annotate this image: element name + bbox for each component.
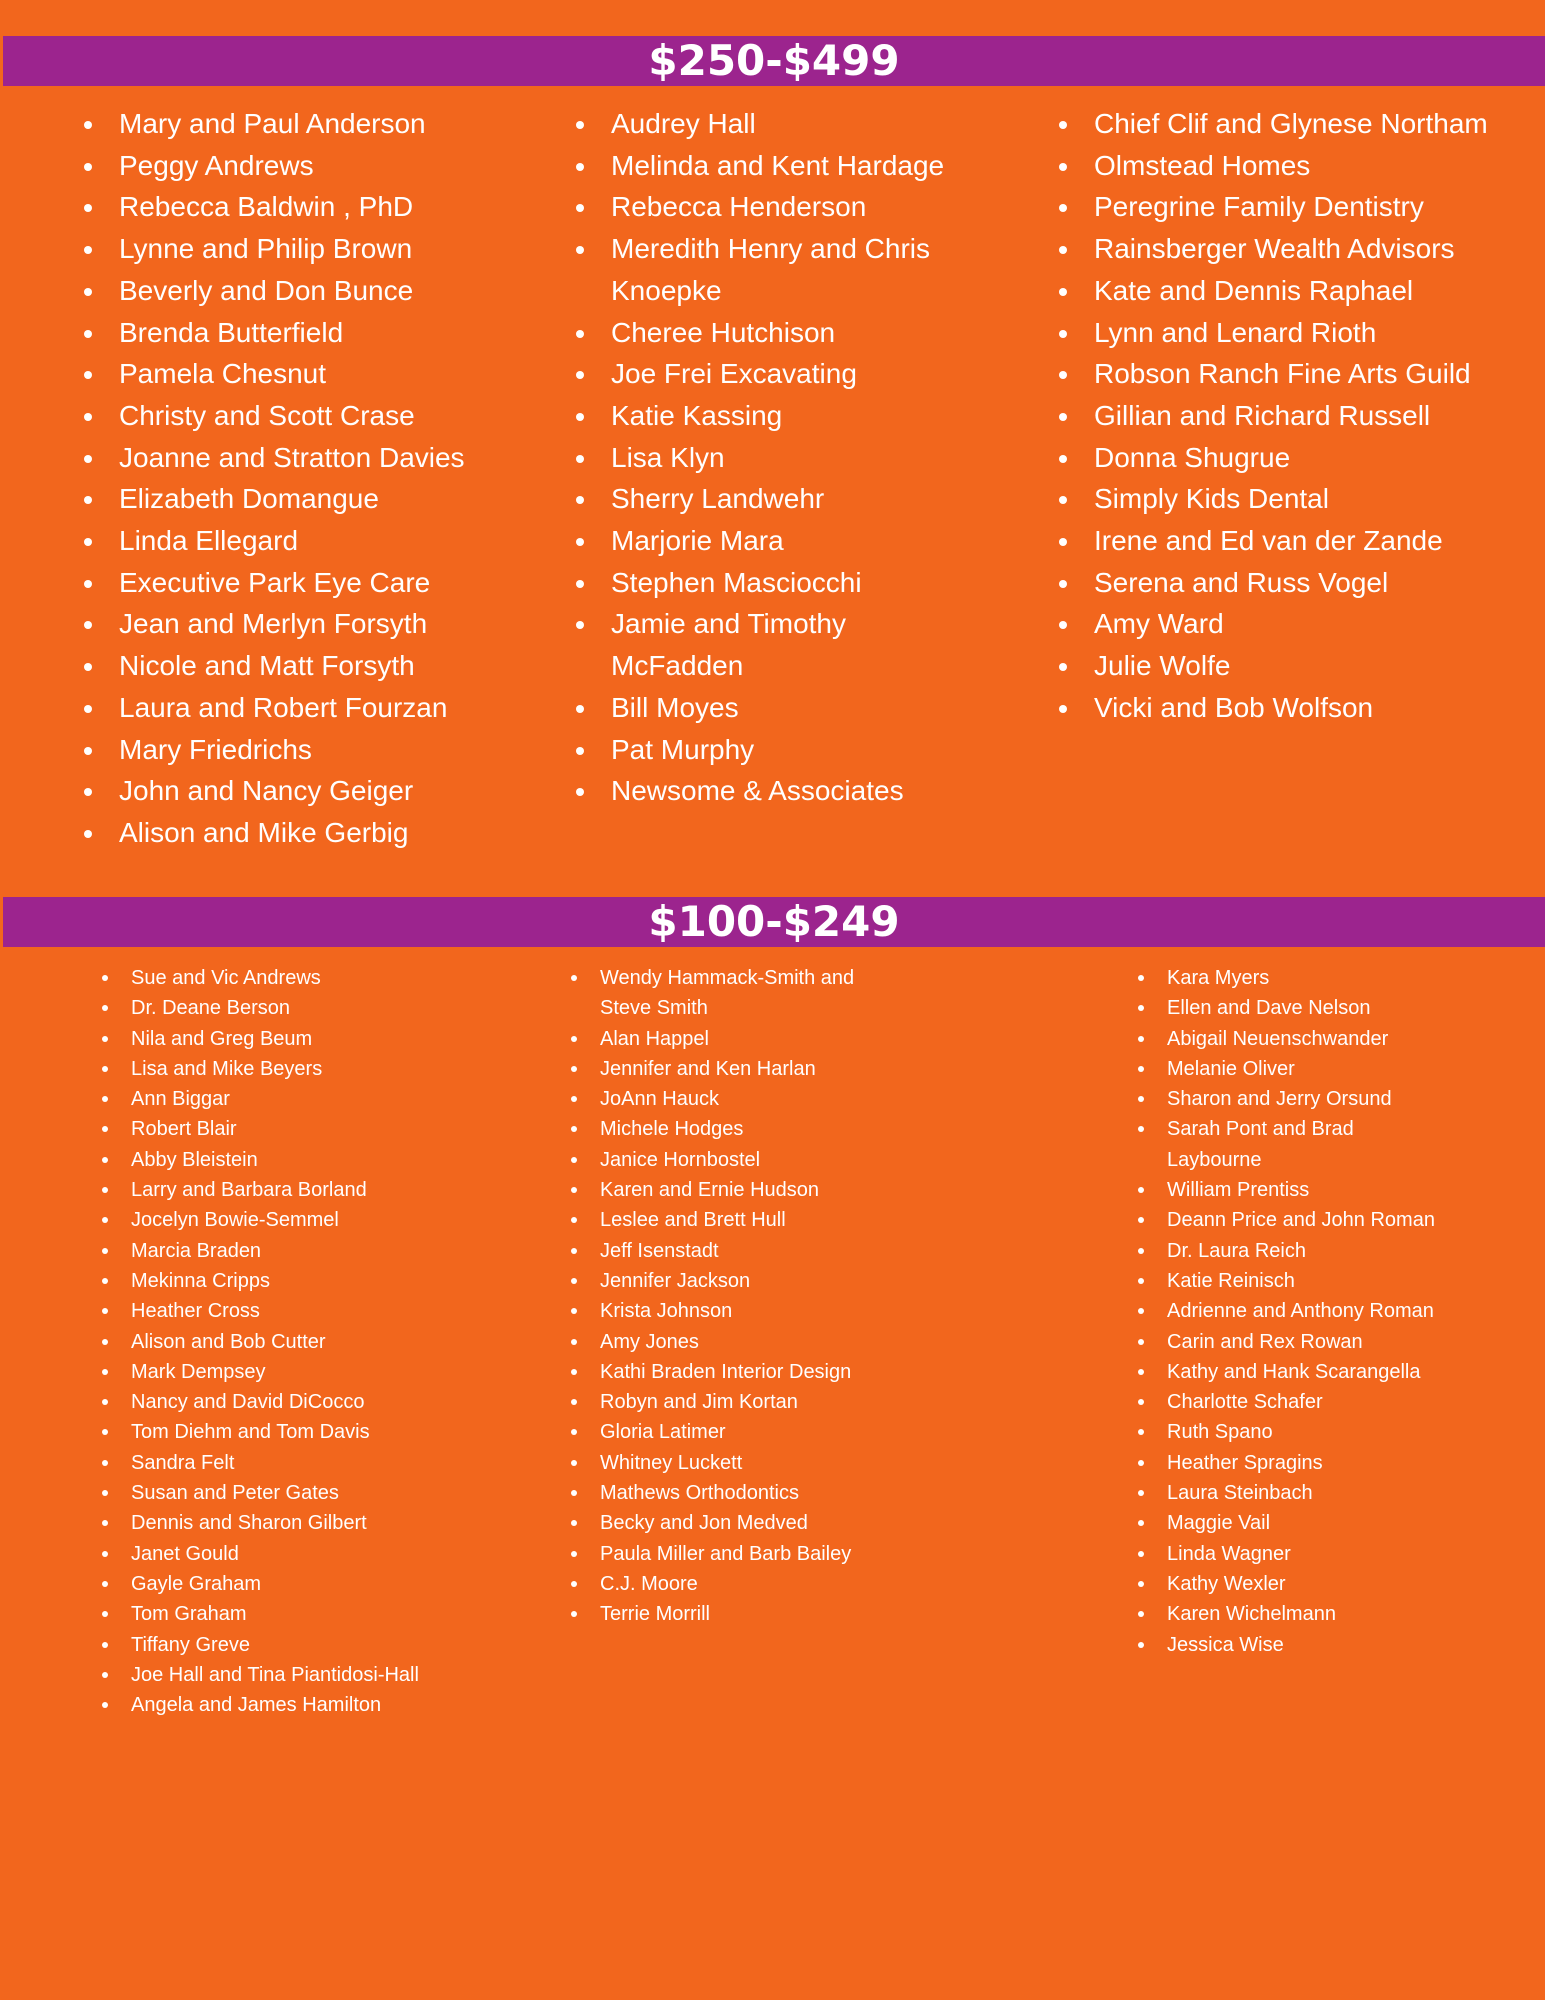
donor-list-item: Alison and Bob Cutter <box>102 1327 452 1357</box>
donor-list-item: Rainsberger Wealth Advisors <box>1059 228 1489 270</box>
donor-list-item: Melinda and Kent Hardage <box>576 145 976 187</box>
tier-heading-100-249: $100-$249 <box>3 897 1545 947</box>
donor-list-item: Karen Wichelmann <box>1138 1599 1438 1629</box>
donor-list-item: Chief Clif and Glynese Northam <box>1059 103 1489 145</box>
donor-list-item: Heather Spragins <box>1138 1448 1438 1478</box>
donor-list-item: Cheree Hutchison <box>576 312 976 354</box>
donor-list-item: Karen and Ernie Hudson <box>571 1175 901 1205</box>
donor-list-item: Robson Ranch Fine Arts Guild <box>1059 353 1489 395</box>
donor-list-item: Pat Murphy <box>576 729 976 771</box>
donor-list-item: Lynn and Lenard Rioth <box>1059 312 1489 354</box>
donor-list-item: Lynne and Philip Brown <box>84 228 504 270</box>
donor-list-item: Audrey Hall <box>576 103 976 145</box>
donor-list-item: William Prentiss <box>1138 1175 1438 1205</box>
donor-list-item: Pamela Chesnut <box>84 353 504 395</box>
donor-list-column <box>571 963 901 1630</box>
donor-list-item: Janet Gould <box>102 1539 452 1569</box>
donor-list-item: Gloria Latimer <box>571 1417 901 1447</box>
donor-list-item: Tom Diehm and Tom Davis <box>102 1417 452 1447</box>
donor-list-item: Kara Myers <box>1138 963 1438 993</box>
donor-list-item: Sharon and Jerry Orsund <box>1138 1084 1438 1114</box>
donor-list-item: Sandra Felt <box>102 1448 452 1478</box>
donor-list-item: Paula Miller and Barb Bailey <box>571 1539 901 1569</box>
donor-list-item: Ruth Spano <box>1138 1417 1438 1447</box>
donor-list-item: Deann Price and John Roman <box>1138 1205 1438 1235</box>
donor-list-item: Rebecca Henderson <box>576 186 976 228</box>
donor-list-item: Linda Wagner <box>1138 1539 1438 1569</box>
donor-list-item: Beverly and Don Bunce <box>84 270 504 312</box>
donor-list-item: Tom Graham <box>102 1599 452 1629</box>
donor-list-item: JoAnn Hauck <box>571 1084 901 1114</box>
donor-list-item: Janice Hornbostel <box>571 1145 901 1175</box>
donor-list-item: Angela and James Hamilton <box>102 1690 452 1720</box>
donor-list-item: Kathy and Hank Scarangella <box>1138 1357 1438 1387</box>
donor-list-item: C.J. Moore <box>571 1569 901 1599</box>
donor-list-item: Sherry Landwehr <box>576 478 976 520</box>
donor-list-column <box>1059 103 1489 729</box>
donor-list-item: Bill Moyes <box>576 687 976 729</box>
donor-list-item: Melanie Oliver <box>1138 1054 1438 1084</box>
donor-list-item: Laura and Robert Fourzan <box>84 687 504 729</box>
donor-list-column <box>1138 963 1438 1660</box>
donor-list-item: Linda Ellegard <box>84 520 504 562</box>
donor-list-item: Mathews Orthodontics <box>571 1478 901 1508</box>
donor-list-item: Jennifer Jackson <box>571 1266 901 1296</box>
donor-list-item: Whitney Luckett <box>571 1448 901 1478</box>
donor-list-item: Jeff Isenstadt <box>571 1236 901 1266</box>
donor-list-item: Nicole and Matt Forsyth <box>84 645 504 687</box>
donor-list-item: Alan Happel <box>571 1024 901 1054</box>
donor-list-item: Marcia Braden <box>102 1236 452 1266</box>
donor-list-item: Marjorie Mara <box>576 520 976 562</box>
donor-list-item: Abigail Neuenschwander <box>1138 1024 1438 1054</box>
donor-list-item: Kathi Braden Interior Design <box>571 1357 901 1387</box>
donor-list-item: Joe Hall and Tina Piantidosi-Hall <box>102 1660 452 1690</box>
donor-list-item: Olmstead Homes <box>1059 145 1489 187</box>
donor-list-item: Robert Blair <box>102 1114 452 1144</box>
donor-list-item: Newsome & Associates <box>576 770 976 812</box>
donor-list-column <box>102 963 452 1720</box>
donor-list-item: Irene and Ed van der Zande <box>1059 520 1489 562</box>
donor-list-item: Mark Dempsey <box>102 1357 452 1387</box>
donor-list-item: Carin and Rex Rowan <box>1138 1327 1438 1357</box>
donor-list-item: Peggy Andrews <box>84 145 504 187</box>
donor-list-item: Nancy and David DiCocco <box>102 1387 452 1417</box>
donor-list-item: Abby Bleistein <box>102 1145 452 1175</box>
donor-list-item: Amy Ward <box>1059 603 1489 645</box>
donor-list-item: Lisa Klyn <box>576 437 976 479</box>
donor-list-item: Christy and Scott Crase <box>84 395 504 437</box>
donor-list-item: Ellen and Dave Nelson <box>1138 993 1438 1023</box>
donor-list-item: Kate and Dennis Raphael <box>1059 270 1489 312</box>
donor-list-item: Adrienne and Anthony Roman <box>1138 1296 1438 1326</box>
donor-list-item: Serena and Russ Vogel <box>1059 562 1489 604</box>
donor-list-item: Dennis and Sharon Gilbert <box>102 1508 452 1538</box>
donor-list-item: Vicki and Bob Wolfson <box>1059 687 1489 729</box>
donor-list-item: Simply Kids Dental <box>1059 478 1489 520</box>
donor-list-item: Dr. Deane Berson <box>102 993 452 1023</box>
donor-list-item: Heather Cross <box>102 1296 452 1326</box>
donor-list-item: Krista Johnson <box>571 1296 901 1326</box>
donor-list-item: Amy Jones <box>571 1327 901 1357</box>
donor-list-item: Dr. Laura Reich <box>1138 1236 1438 1266</box>
donor-list-item: Alison and Mike Gerbig <box>84 812 504 854</box>
donor-list-item: Becky and Jon Medved <box>571 1508 901 1538</box>
donor-list-item: Jennifer and Ken Harlan <box>571 1054 901 1084</box>
donor-list-item: Jessica Wise <box>1138 1630 1438 1660</box>
donor-list-item: Laura Steinbach <box>1138 1478 1438 1508</box>
donor-list-item: Charlotte Schafer <box>1138 1387 1438 1417</box>
donor-list-item: Robyn and Jim Kortan <box>571 1387 901 1417</box>
donor-list-item: Mekinna Cripps <box>102 1266 452 1296</box>
donor-list-item: Donna Shugrue <box>1059 437 1489 479</box>
donor-list-item: Joanne and Stratton Davies <box>84 437 504 479</box>
donor-list-item: Gayle Graham <box>102 1569 452 1599</box>
donor-list-item: Julie Wolfe <box>1059 645 1489 687</box>
donor-list-item: Tiffany Greve <box>102 1630 452 1660</box>
donor-list-item: Peregrine Family Dentistry <box>1059 186 1489 228</box>
donor-list-item: Ann Biggar <box>102 1084 452 1114</box>
donor-list-item: Nila and Greg Beum <box>102 1024 452 1054</box>
donor-list-item: Katie Reinisch <box>1138 1266 1438 1296</box>
donor-list-item: Gillian and Richard Russell <box>1059 395 1489 437</box>
donor-list-item: Sue and Vic Andrews <box>102 963 452 993</box>
donor-list-item: Brenda Butterfield <box>84 312 504 354</box>
donor-list-column <box>84 103 504 854</box>
donor-list-item: Sarah Pont and Brad Laybourne <box>1138 1114 1438 1175</box>
donor-list-item: Elizabeth Domangue <box>84 478 504 520</box>
donor-list-item: Meredith Henry and Chris Knoepke <box>576 228 976 311</box>
donor-list-column <box>576 103 976 812</box>
donor-list-item: Wendy Hammack-Smith and Steve Smith <box>571 963 901 1024</box>
donor-list-item: Joe Frei Excavating <box>576 353 976 395</box>
donor-list-item: Mary and Paul Anderson <box>84 103 504 145</box>
donor-list-item: Terrie Morrill <box>571 1599 901 1629</box>
donor-list-item: Larry and Barbara Borland <box>102 1175 452 1205</box>
donor-list-item: Maggie Vail <box>1138 1508 1438 1538</box>
donor-list-item: Jamie and Timothy McFadden <box>576 603 976 686</box>
donor-list-item: Susan and Peter Gates <box>102 1478 452 1508</box>
donor-list-item: Jean and Merlyn Forsyth <box>84 603 504 645</box>
donor-list-item: Katie Kassing <box>576 395 976 437</box>
donor-list-item: Michele Hodges <box>571 1114 901 1144</box>
donor-list-item: Lisa and Mike Beyers <box>102 1054 452 1084</box>
donor-list-item: Stephen Masciocchi <box>576 562 976 604</box>
tier-heading-250-499: $250-$499 <box>3 36 1545 86</box>
donor-list-item: Jocelyn Bowie-Semmel <box>102 1205 452 1235</box>
donor-list-item: Leslee and Brett Hull <box>571 1205 901 1235</box>
donor-list-item: Kathy Wexler <box>1138 1569 1438 1599</box>
donor-list-item: John and Nancy Geiger <box>84 770 504 812</box>
donor-list-item: Rebecca Baldwin , PhD <box>84 186 504 228</box>
donor-list-item: Executive Park Eye Care <box>84 562 504 604</box>
donor-list-item: Mary Friedrichs <box>84 729 504 771</box>
